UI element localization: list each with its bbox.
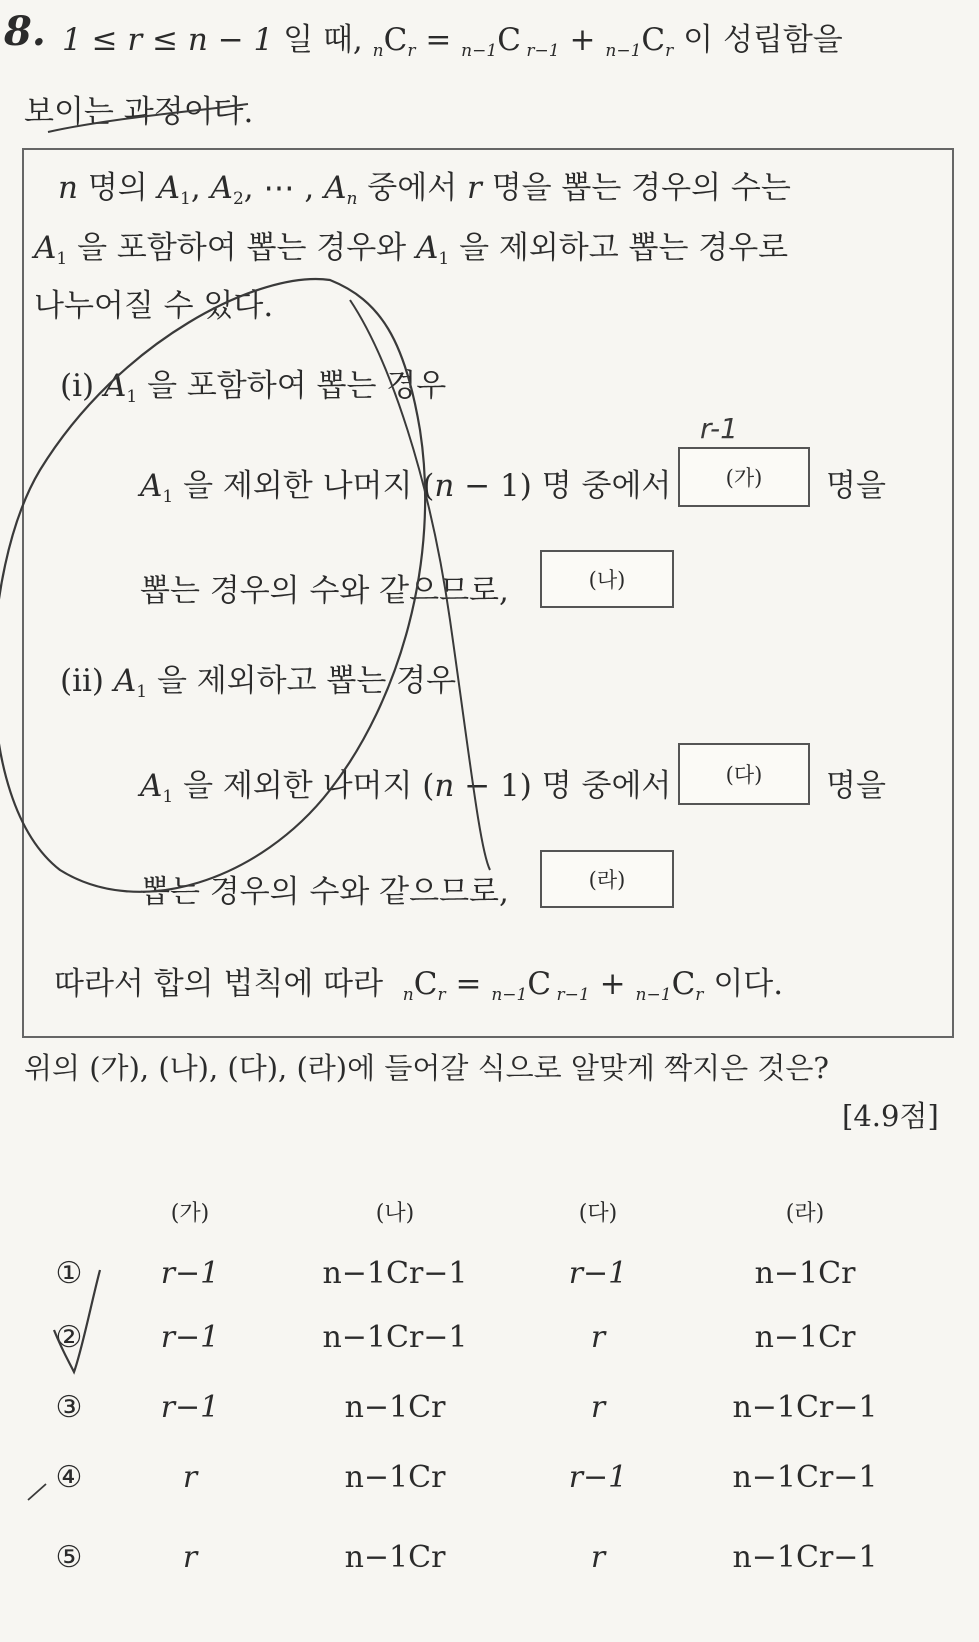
blank-da[interactable]: (다) <box>678 743 810 805</box>
choice-number-1[interactable]: ① <box>55 1256 83 1291</box>
header-ga: (가) <box>170 1201 210 1226</box>
pen-underline <box>48 104 248 132</box>
case2-heading: (ⅱ) $A_1$ 을 제외하고 뽑는 경우 <box>60 663 457 702</box>
choice-number-5[interactable]: ⑤ <box>55 1540 83 1575</box>
choice-number-3[interactable]: ③ <box>55 1390 83 1425</box>
blank-na[interactable]: (나) <box>540 550 674 608</box>
choice-5-ga: r <box>182 1540 198 1575</box>
choice-2-ra: n−1Cr <box>754 1320 856 1355</box>
header-ra: (라) <box>785 1201 825 1226</box>
points-label: [4.9점] <box>842 1099 939 1133</box>
blank-ra[interactable]: (라) <box>540 850 674 908</box>
condition-suffix: 일 때, <box>283 22 363 58</box>
choice-2-da: r <box>590 1320 606 1355</box>
choice-2-ga: r−1 <box>160 1320 220 1355</box>
choice-3-da: r <box>590 1390 606 1425</box>
checkmark-choice-2 <box>54 1270 100 1372</box>
choice-3-na: n−1Cr <box>344 1390 446 1425</box>
intro-line-1: n 명의 $A_1$, $A_2$, ⋯ , $A_n$ 중에서 r 명을 뽑는 경우의 수는 <box>58 170 791 209</box>
choice-1-ga: r−1 <box>160 1256 220 1291</box>
question-number: 8. <box>4 8 46 55</box>
case2-line2: 뽑는 경우의 수와 같으므로, <box>140 874 509 910</box>
choice-3-ra: n−1Cr−1 <box>732 1390 878 1425</box>
choice-5-ra: n−1Cr−1 <box>732 1540 878 1575</box>
intro-line-2: $A_1$ 을 포함하여 뽑는 경우와 $A_1$ 을 제외하고 뽑는 경우로 <box>34 230 789 269</box>
choice-3-ga: r−1 <box>160 1390 220 1425</box>
choice-4-da: r−1 <box>568 1460 628 1495</box>
pen-ellipse <box>0 279 425 892</box>
case2-line1-suffix: 명을 <box>826 768 886 804</box>
case1-line2: 뽑는 경우의 수와 같으므로, <box>140 573 509 609</box>
blank-ga[interactable]: (가) <box>678 447 810 507</box>
choice-4-ra: n−1Cr−1 <box>732 1460 878 1495</box>
choice-1-na: n−1Cr−1 <box>322 1256 468 1291</box>
case1-line1-suffix: 명을 <box>826 468 886 504</box>
pen-tick-choice-4 <box>28 1484 46 1500</box>
intro-line-3: 나누어질 수 있다. <box>34 288 274 324</box>
choice-number-2[interactable]: ② <box>55 1320 83 1355</box>
choice-5-da: r <box>590 1540 606 1575</box>
case2-label: (ⅱ) <box>60 663 105 699</box>
case1-label: (ⅰ) <box>60 368 95 404</box>
statement-suffix: 이 성립함을 <box>683 22 843 58</box>
condition-formula: 1 ≤ r ≤ n − 1 <box>62 22 274 58</box>
case1-line1: $A_1$ 을 제외한 나머지 (n − 1) 명 중에서 <box>140 468 672 507</box>
choice-1-ra: n−1Cr <box>754 1256 856 1291</box>
choice-4-ga: r <box>182 1460 198 1495</box>
choice-1-da: r−1 <box>568 1256 628 1291</box>
choice-4-na: n−1Cr <box>344 1460 446 1495</box>
identity-formula: nCr = n−1C r−1 + n−1Cr <box>372 22 674 61</box>
header-da: (다) <box>578 1201 618 1226</box>
pen-slash-line <box>350 300 490 870</box>
choice-number-4[interactable]: ④ <box>55 1460 83 1495</box>
handwritten-note: r-1 <box>700 412 738 445</box>
question-line2: 보이는 과정이다. <box>24 94 254 130</box>
case1-heading: (ⅰ) $A_1$ 을 포함하여 뽑는 경우 <box>60 368 447 407</box>
prompt-text: 위의 (가), (나), (다), (라)에 들어갈 식으로 알맞게 짝지은 것은? <box>24 1051 829 1085</box>
header-na: (나) <box>375 1201 415 1226</box>
conclusion-line: 따라서 합의 법칙에 따라 nCr = n−1C r−1 + n−1Cr 이다. <box>54 966 784 1005</box>
choice-2-na: n−1Cr−1 <box>322 1320 468 1355</box>
case2-line1: $A_1$ 을 제외한 나머지 (n − 1) 명 중에서 <box>140 768 672 807</box>
choice-5-na: n−1Cr <box>344 1540 446 1575</box>
